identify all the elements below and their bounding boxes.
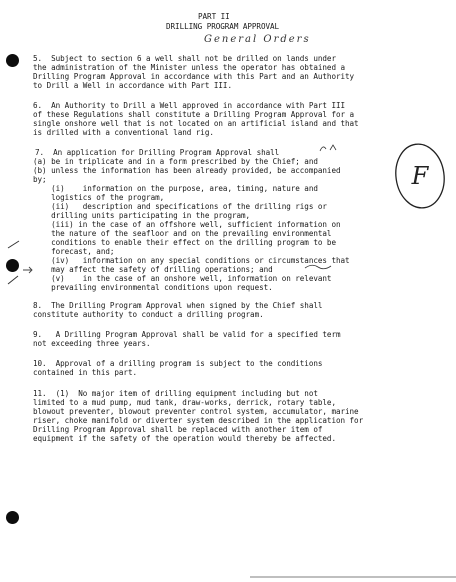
- para-7-line-4: by;: [33, 175, 47, 184]
- para-11-line-1: 11. (1) No major item of drilling equipment including but not: [33, 389, 318, 398]
- para-9-line-1: 9. A Drilling Program Approval shall be valid for a specified term: [33, 330, 341, 339]
- margin-tick-3: [22, 266, 34, 274]
- para-9-line-2: not exceeding three years.: [33, 339, 151, 348]
- para-11-line-4: riser, choke manifold or diverter system described in the application for: [33, 416, 364, 425]
- para-7-line-3: (b) unless the information has been already provided, be accompanied: [33, 166, 341, 175]
- para-8-line-2: constitute authority to conduct a drilling program.: [33, 310, 264, 319]
- circled-letter-mark: [392, 140, 448, 212]
- para-7-line-9: (iii) in the case of an offshore well, sufficient information on: [33, 220, 341, 229]
- para-6-line-1: 6. An Authority to Drill a Well approved in accordance with Part III: [33, 101, 346, 110]
- para-7-line-6: logistics of the program,: [33, 193, 165, 202]
- punch-hole-top: [6, 54, 19, 67]
- para-7-line-12: forecast, and;: [33, 247, 115, 256]
- para-7-line-5: (i) information on the purpose, area, timing, nature and: [33, 184, 318, 193]
- para-6-line-3: single onshore well that is not located on an artificial island and that: [33, 119, 359, 128]
- para-11-line-5: Drilling Program Approval shall be replaced with another item of: [33, 425, 323, 434]
- section-title: DRILLING PROGRAM APPROVAL: [166, 22, 280, 31]
- margin-tick-1: [6, 238, 22, 250]
- circled-letter: F: [411, 162, 429, 190]
- para-7-line-11: conditions to enable their effect on the drilling program to be: [33, 238, 336, 247]
- para-5-line-1: 5. Subject to section 6 a well shall not be drilled on lands under: [33, 54, 336, 63]
- para-7-line-14: may affect the safety of drilling operations; and: [33, 265, 273, 274]
- strike-mark: [304, 262, 332, 272]
- para-7-line-7: (ii) description and specifications of the drilling rigs or: [33, 202, 327, 211]
- para-6-line-4: is drilled with a conventional land rig.: [33, 128, 214, 137]
- para-11-line-2: limited to a mud pump, mud tank, draw-works, derrick, rotary table,: [33, 398, 336, 407]
- punch-hole-bottom: [6, 511, 19, 524]
- para-11-line-6: equipment if the safety of the operation would thereby be affected.: [33, 434, 336, 443]
- handwritten-note: General Orders: [204, 34, 311, 45]
- para-7-line-13: (iv) information on any special conditions or circumstances that: [33, 256, 350, 265]
- para-7-line-1: 7. An application for Drilling Program Approval shall: [35, 148, 280, 157]
- para-7-line-2: (a) be in triplicate and in a form prescribed by the Chief; and: [33, 157, 318, 166]
- bottom-rule: [250, 575, 456, 579]
- para-7-line-15: (v) in the case of an onshore well, information on relevant: [33, 274, 332, 283]
- para-10-line-1: 10. Approval of a drilling program is subject to the conditions: [33, 359, 323, 368]
- para-7-line-10: the nature of the seafloor and on the prevailing environmental: [33, 229, 332, 238]
- para-5-line-4: to Drill a Well in accordance with Part III.: [33, 81, 232, 90]
- part-title: PART II: [198, 12, 230, 21]
- para-10-line-2: contained in this part.: [33, 368, 138, 377]
- para-7-line-8: drilling units participating in the program,: [33, 211, 251, 220]
- punch-hole-middle: [6, 259, 19, 272]
- para-6-line-2: of these Regulations shall constitute a Drilling Program Approval for a: [33, 110, 355, 119]
- caret-mark: [318, 143, 340, 153]
- para-7-line-16: prevailing environmental conditions upon request.: [33, 283, 273, 292]
- para-5-line-3: Drilling Program Approval in accordance with this Part and an Authority: [33, 72, 355, 81]
- para-5-line-2: the administration of the Minister unless the operator has obtained a: [33, 63, 346, 72]
- para-11-line-3: blowout preventer, blowout preventer control system, accumulator, marine: [33, 407, 359, 416]
- margin-tick-2: [6, 274, 22, 286]
- para-8-line-1: 8. The Drilling Program Approval when signed by the Chief shall: [33, 301, 323, 310]
